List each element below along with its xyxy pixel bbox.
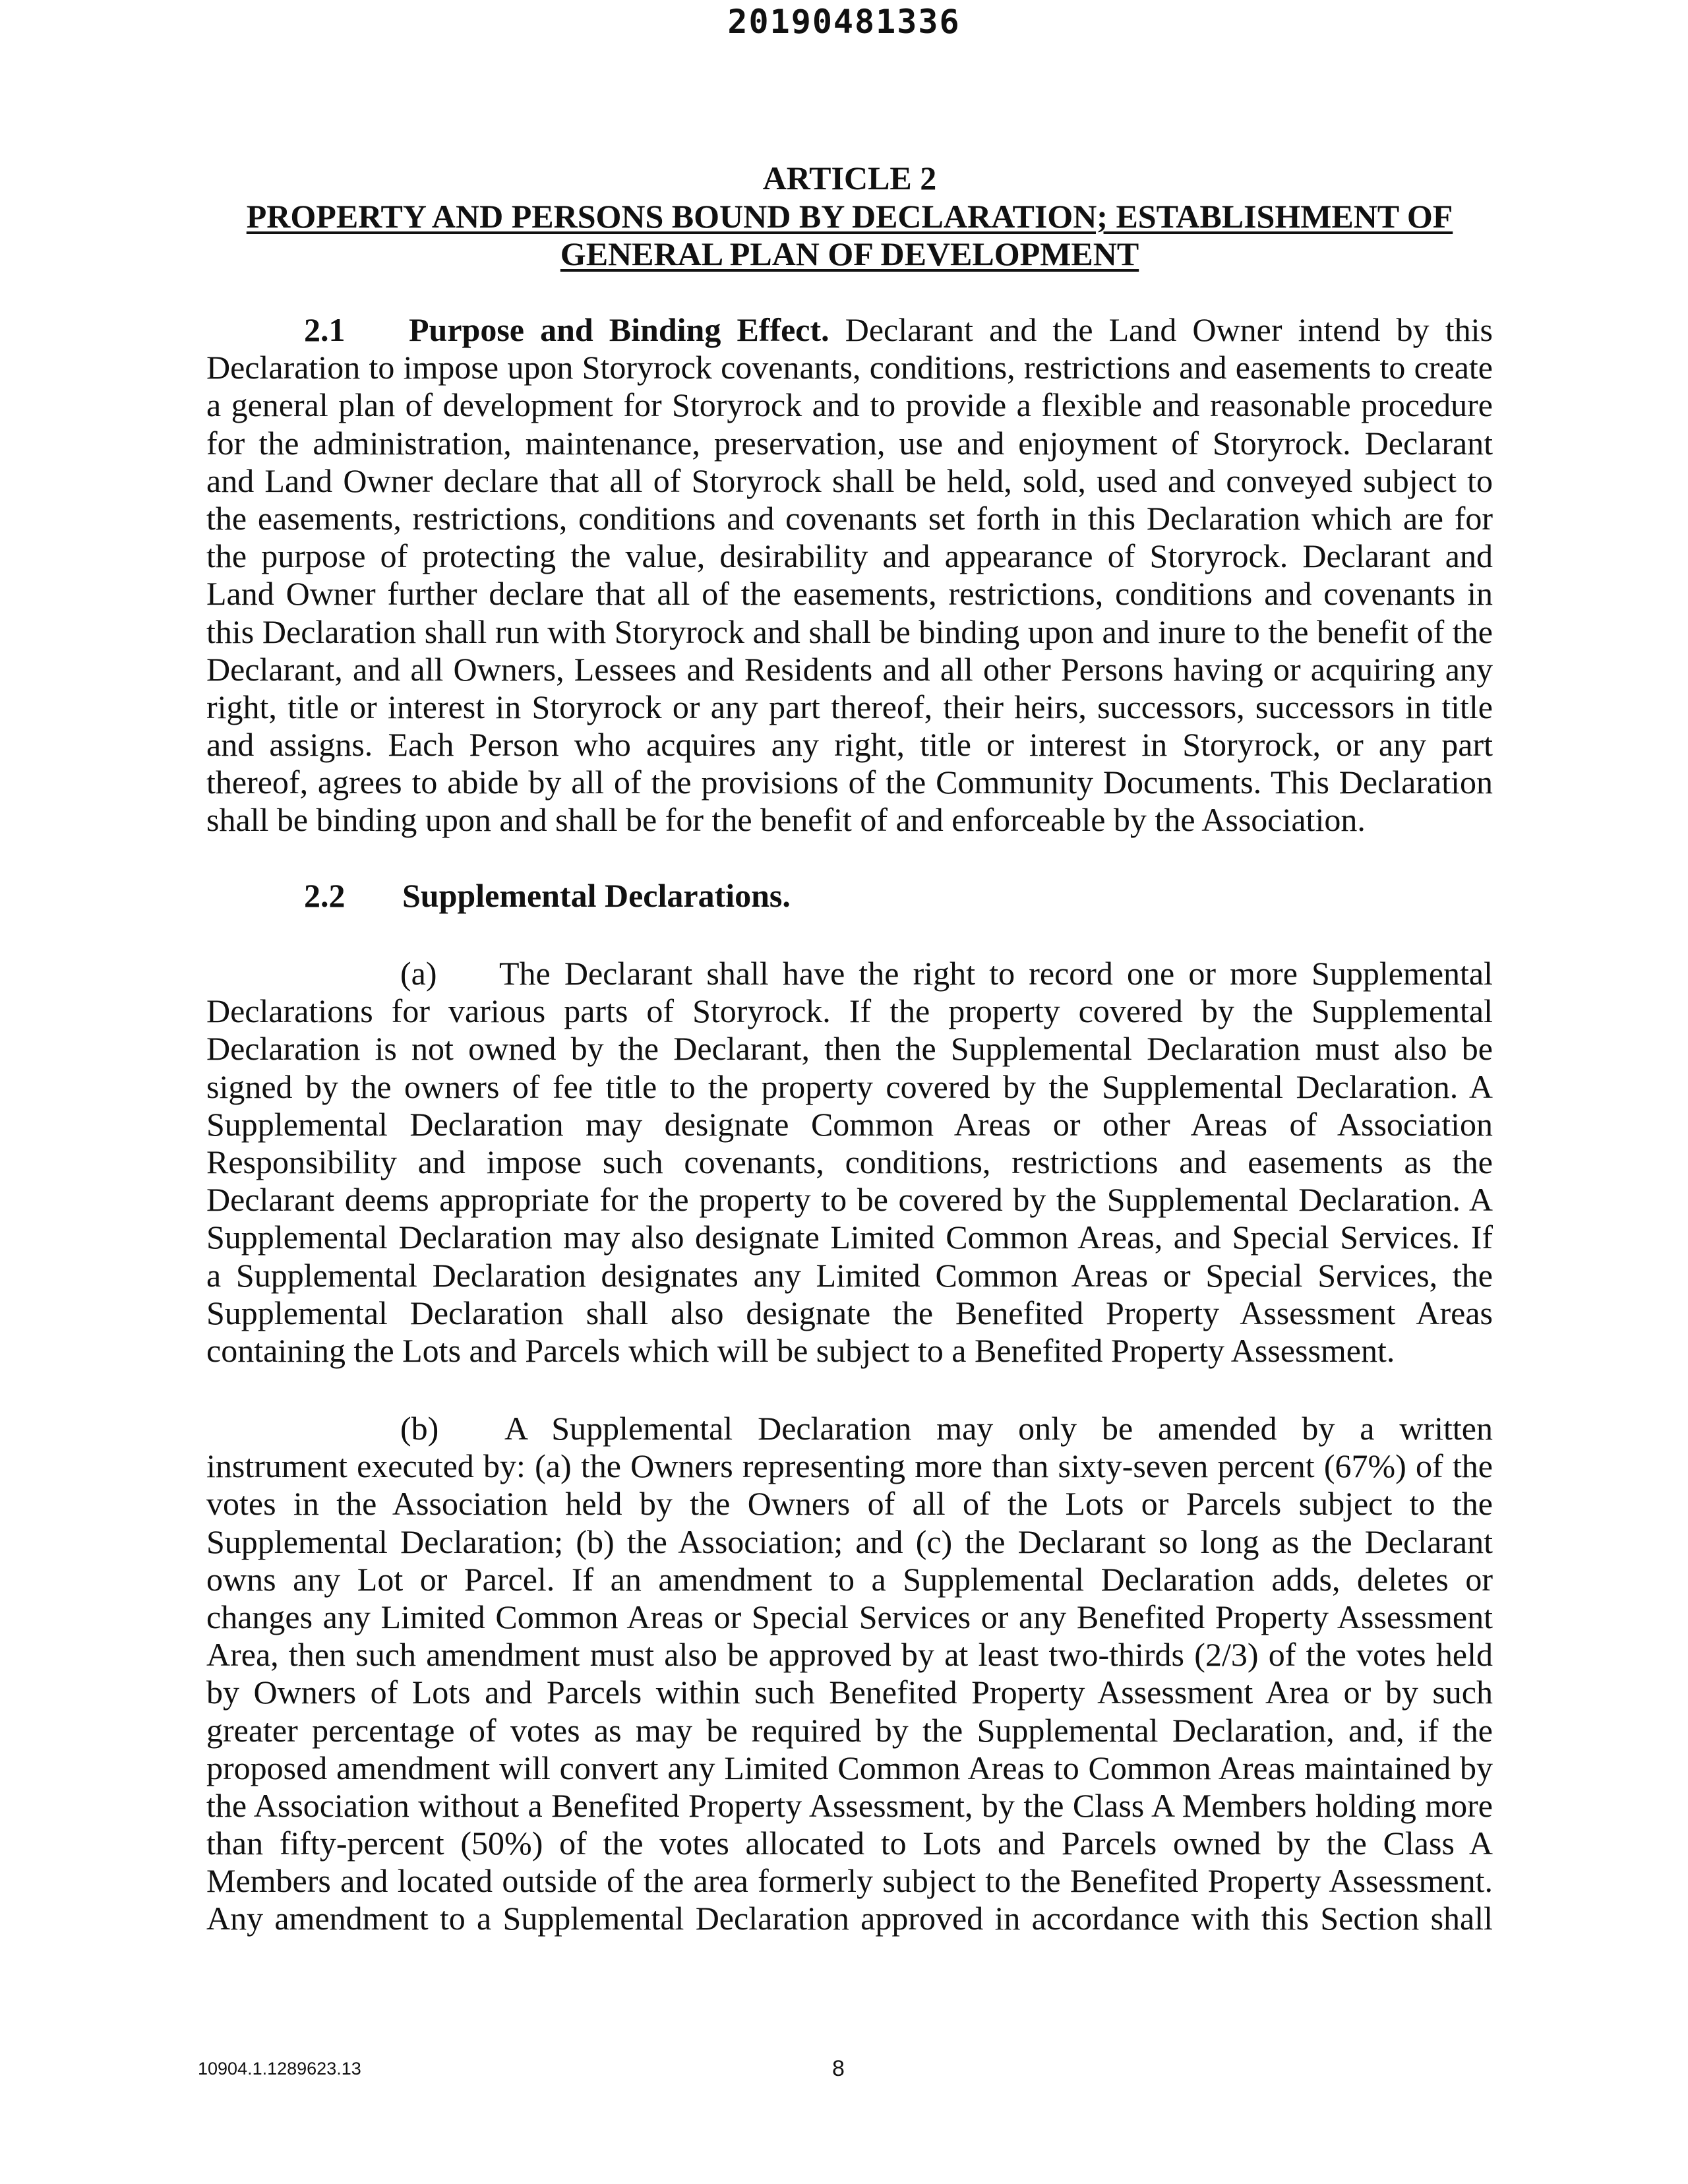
paragraph-line: a general plan of development for Storyrock and to provide a flexible and reasonable procedure [206, 386, 1493, 424]
footer-document-id: 10904.1.1289623.13 [198, 2059, 361, 2078]
section-2-2-number: 2.2 [304, 877, 346, 914]
paragraph-line: by Owners of Lots and Parcels within such Benefited Property Assessment Area or by such [206, 1674, 1493, 1711]
subsection-label: (a) [400, 955, 437, 992]
paragraph-line: votes in the Association held by the Owners of all of the Lots or Parcels subject to the [206, 1485, 1493, 1523]
recording-number: 20190481336 [727, 3, 961, 41]
article-number: ARTICLE 2 [762, 160, 937, 197]
article-title-line-2 [206, 235, 1493, 273]
paragraph-line: Declaration to impose upon Storyrock covenants, conditions, restrictions and easements to create [206, 349, 1493, 386]
paragraph-line: Members and located outside of the area formerly subject to the Benefited Property Assessment. [206, 1862, 1493, 1900]
section-heading: Purpose and Binding Effect. [409, 311, 829, 348]
paragraph-line: thereof, agrees to abide by all of the provisions of the Community Documents. This Declaration [206, 764, 1493, 801]
paragraph-line: Declarations for various parts of Storyrock. If the property covered by the Supplemental [206, 992, 1493, 1030]
paragraph-line [206, 955, 1493, 992]
subsection-b-paragraph [206, 1410, 1493, 1938]
line-text: Declarant and the Land Owner intend by this [845, 311, 1493, 348]
subsection-a-paragraph [206, 955, 1493, 1370]
article-title-text-1: PROPERTY AND PERSONS BOUND BY DECLARATION; ESTABLISHMENT OF [246, 198, 1453, 235]
article-title-line-1 [206, 198, 1493, 235]
paragraph-line: and Land Owner declare that all of Storyrock shall be held, sold, used and conveyed subject to [206, 462, 1493, 499]
page-number: 8 [832, 2056, 845, 2081]
paragraph-line: Supplemental Declaration may also designate Limited Common Areas, and Special Services. If [206, 1219, 1493, 1256]
paragraph-line: greater percentage of votes as may be required by the Supplemental Declaration, and, if the [206, 1711, 1493, 1749]
line-text: A Supplemental Declaration may only be amended by a written [504, 1410, 1493, 1447]
paragraph-line: Declarant deems appropriate for the property to be covered by the Supplemental Declaration. A [206, 1181, 1493, 1219]
paragraph-line: this Declaration shall run with Storyrock and shall be binding upon and inure to the benefit of the [206, 613, 1493, 650]
paragraph-line [206, 1410, 1493, 1447]
paragraph-line: Supplemental Declaration shall also designate the Benefited Property Assessment Areas [206, 1294, 1493, 1331]
paragraph-line: owns any Lot or Parcel. If an amendment to a Supplemental Declaration adds, deletes or [206, 1560, 1493, 1598]
paragraph-line: the easements, restrictions, conditions and covenants set forth in this Declaration which are for [206, 499, 1493, 537]
paragraph-line: Responsibility and impose such covenants, conditions, restrictions and easements as the [206, 1143, 1493, 1180]
paragraph-line: a Supplemental Declaration designates any Limited Common Areas or Special Services, the [206, 1256, 1493, 1294]
paragraph-line: Declarant, and all Owners, Lessees and Residents and all other Persons having or acquiring any [206, 650, 1493, 688]
paragraph-line: containing the Lots and Parcels which will be subject to a Benefited Property Assessment. [206, 1331, 1395, 1369]
paragraph-line: the purpose of protecting the value, desirability and appearance of Storyrock. Declarant and [206, 537, 1493, 575]
section-2-2-heading: Supplemental Declarations. [402, 877, 791, 914]
paragraph-line: Supplemental Declaration may designate Common Areas or other Areas of Association [206, 1105, 1493, 1143]
paragraph-line [206, 311, 1493, 349]
paragraph-line: Land Owner further declare that all of the easements, restrictions, conditions and covenants in [206, 575, 1493, 613]
line-text: The Declarant shall have the right to record one or more Supplemental [499, 955, 1493, 992]
paragraph-line: right, title or interest in Storyrock or any part thereof, their heirs, successors, successors in title [206, 688, 1493, 725]
paragraph-line: the Association without a Benefited Property Assessment, by the Class A Members holding more [206, 1786, 1493, 1824]
paragraph-line: shall be binding upon and shall be for the benefit of and enforceable by the Association. [206, 801, 1366, 839]
section-2-1-paragraph [206, 311, 1493, 839]
paragraph-line: Any amendment to a Supplemental Declaration approved in accordance with this Section shall [206, 1900, 1493, 1937]
paragraph-line: changes any Limited Common Areas or Special Services or any Benefited Property Assessment [206, 1598, 1493, 1635]
paragraph-line: Area, then such amendment must also be approved by at least two-thirds (2/3) of the votes held [206, 1636, 1493, 1674]
article-title-text-2: GENERAL PLAN OF DEVELOPMENT [560, 235, 1139, 272]
paragraph-line: for the administration, maintenance, preservation, use and enjoyment of Storyrock. Declarant [206, 424, 1493, 462]
paragraph-line: signed by the owners of fee title to the property covered by the Supplemental Declaration. A [206, 1068, 1493, 1105]
subsection-label: (b) [400, 1410, 439, 1447]
paragraph-line: than fifty-percent (50%) of the votes allocated to Lots and Parcels owned by the Class A [206, 1825, 1493, 1862]
paragraph-line: Supplemental Declaration; (b) the Association; and (c) the Declarant so long as the Declarant [206, 1523, 1493, 1560]
paragraph-line: instrument executed by: (a) the Owners representing more than sixty-seven percent (67%) of the [206, 1447, 1493, 1485]
paragraph-line: Declaration is not owned by the Declarant, then the Supplemental Declaration must also be [206, 1030, 1493, 1068]
section-number: 2.1 [304, 311, 346, 348]
paragraph-line: proposed amendment will convert any Limited Common Areas to Common Areas maintained by [206, 1749, 1493, 1786]
paragraph-line: and assigns. Each Person who acquires any right, title or interest in Storyrock, or any part [206, 726, 1493, 764]
